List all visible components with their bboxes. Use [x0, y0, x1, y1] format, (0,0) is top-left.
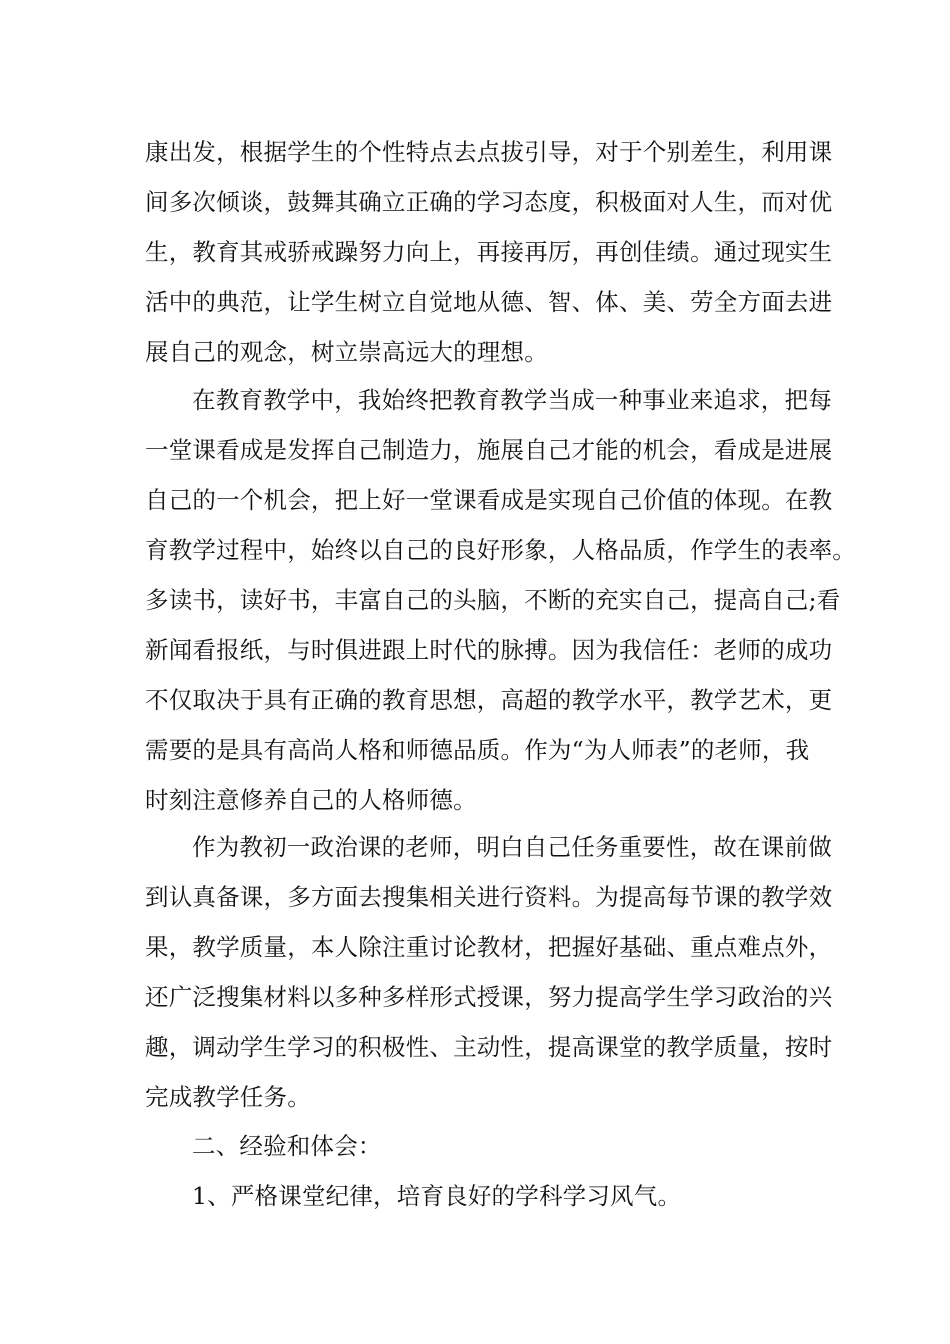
text-line: 自己的一个机会，把上好一堂课看成是实现自己价值的体现。在教: [145, 486, 833, 514]
text-line: 还广泛搜集材料以多种多样形式授课，努力提高学生学习政治的兴: [145, 983, 833, 1011]
text-line: 作为教初一政治课的老师，明白自己任务重要性，故在课前做: [192, 833, 832, 861]
section-title: 二、经验和体会：: [192, 1132, 382, 1160]
text-line: 到认真备课，多方面去搜集相关进行资料。为提高每节课的教学效: [145, 883, 833, 911]
list-item: [145, 1171, 810, 1221]
text-line: 新闻看报纸，与时俱进跟上时代的脉搏。因为我信任：老师的成功: [145, 636, 833, 664]
text-line: 完成教学任务。: [145, 1083, 311, 1111]
paragraph-continuation: [145, 127, 833, 377]
section-heading: [145, 1121, 810, 1171]
text-line: 展自己的观念，树立崇高远大的理想。: [145, 338, 548, 366]
text-line: 需要的是具有高尚人格和师德品质。作为“为人师表”的老师，我: [145, 736, 810, 764]
list-item-text: 1、严格课堂纪律，培育良好的学科学习风气。: [192, 1182, 682, 1210]
text-line: 育教学过程中，始终以自己的良好形象，人格品质，作学生的表率。: [145, 536, 856, 564]
text-line: 康出发，根据学生的个性特点去点拔引导，对于个别差生，利用课: [145, 138, 833, 166]
text-line: 一堂课看成是发挥自己制造力，施展自己才能的机会，看成是进展: [145, 436, 833, 464]
text-line: 多读书，读好书，丰富自己的头脑，不断的充实自己，提高自己;看: [145, 586, 841, 614]
text-line: 生，教育其戒骄戒躁努力向上，再接再厉，再创佳绩。通过现实生: [145, 238, 833, 266]
text-line: 果，教学质量，本人除注重讨论教材，把握好基础、重点难点外，: [145, 933, 833, 961]
text-line: 在教育教学中，我始终把教育教学当成一种事业来追求，把每: [192, 386, 832, 414]
text-line: 活中的典范，让学生树立自觉地从德、智、体、美、劳全方面去进: [145, 288, 833, 316]
text-line: 不仅取决于具有正确的教育思想，高超的教学水平，教学艺术，更: [145, 686, 833, 714]
text-line: 间多次倾谈，鼓舞其确立正确的学习态度，积极面对人生，而对优: [145, 188, 833, 216]
paragraph-politics-class: [145, 822, 833, 1122]
text-line: 趣，调动学生学习的积极性、主动性，提高课堂的教学质量，按时: [145, 1033, 833, 1061]
paragraph-teaching: [145, 375, 856, 825]
text-line: 时刻注意修养自己的人格师德。: [145, 786, 477, 814]
